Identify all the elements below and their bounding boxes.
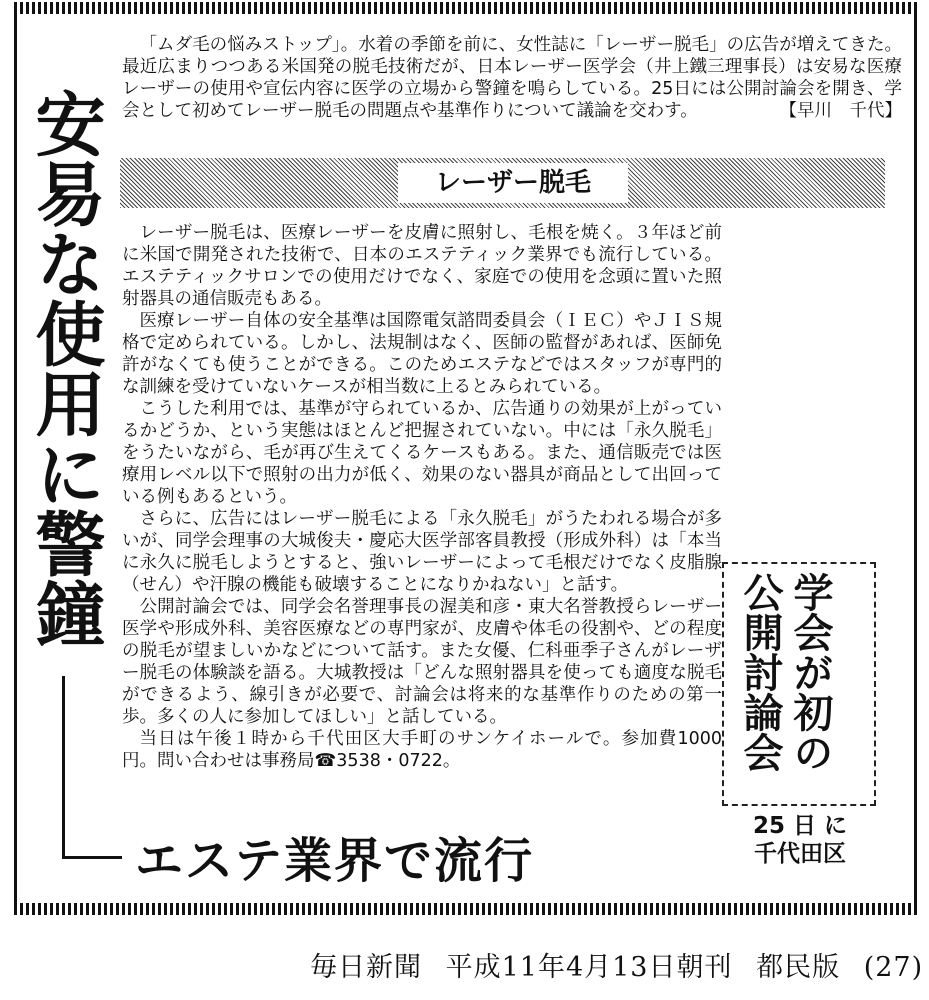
body-paragraph-3: こうした利用では、基準が守られているか、広告通りの効果が上がっているかどうか、という実態はほとんど把握されていない。中には「永久脱毛」をうたいながら、毛が再び生えてくるケースもある。また、通信販売では医療用レベル以下で照射の出力が低く、効果のない器具が商品として出回っている例もあるという。 [122,399,722,507]
right-border-line [914,12,917,904]
lead-paragraph [122,34,902,122]
edition-name: 都民版 [756,952,841,983]
side-title-text: 学会が初の 公開討論会 [737,572,833,772]
bottom-border-rule [14,903,917,915]
main-headline-vertical: 安易な使用に警鐘 [24,88,106,648]
body-paragraph-4: さらに、広告にはレーザー脱毛による「永久脱毛」がうたわれる場合が多いが、同学会理事の大城俊夫・慶応大医学部客員教授（形成外科）は「本当に永久に脱毛しようとすると、強いレーザーによって毛根だけでなく皮脂腺（せん）や汗腺の機能も破壊することになりかねない」と話す。 [122,509,722,595]
left-border-line [14,12,17,904]
publication-date: 平成11年4月13日朝刊 [445,952,733,983]
side-date-line: 25 日 に [752,813,848,839]
lead-text: 「ムダ毛の悩みストップ」。水着の季節を前に、女性誌に「レーザー脱毛」の広告が増えてきた。最近広まりつつある米国発の脱毛技術だが、日本レーザー医学会（井上鐵三理事長）は安易な医療レーザーの使用や宣伝内容に医学の立場から警鐘を鳴らしている。25日には公開討論会を開き、学会として初めてレーザー脱毛の問題点や基準作りについて議論を交わす。 [122,35,902,121]
top-border-rule [14,2,917,14]
side-subtitle [735,812,865,868]
body-paragraph-6: 当日は午後１時から千代田区大手町のサンケイホールで。参加費1000円。問い合わせは事務局☎3538・0722。 [122,729,722,771]
headline-bracket-foot [62,856,122,859]
sub-headline-horizontal: エステ業界で流行 [135,833,535,889]
body-paragraph-5: 公開討論会では、同学会名誉理事長の渥美和彦・東大名誉教授らレーザー医学や形成外科、美容医療などの専門家が、皮膚や体毛の役割や、どの程度の脱毛が望ましいかなどについて話す。また女優、仁科亜季子さんがレーザー脱毛の体験談を語る。大城教授は「どんな照射器具を使っても適度な脱毛ができるよう、線引きが必要で、討論会は将来的な基準作りのための第一歩。多くの人に参加してほしい」と話している。 [122,597,722,727]
headline-bracket-bar [62,676,65,856]
body-paragraph-1: レーザー脱毛は、医療レーザーを皮膚に照射し、毛根を焼く。３年ほど前に米国で開発された技術で、日本のエステティック業界でも流行している。エステティックサロンでの使用だけでなく、家庭での使用を念頭に置いた照射器具の通信販売もある。 [122,223,722,309]
side-place-line: 千代田区 [754,841,846,867]
source-footer [310,945,924,984]
newspaper-name: 毎日新聞 [310,952,422,983]
byline: 【早川 千代】 [779,101,902,121]
body-paragraph-2: 医療レーザー自体の安全基準は国際電気諮問委員会（ＩＥＣ）やＪＩＳ規格で定められている。しかし、法規制はなく、医師の監督があれば、医師免許がなくても使うことができる。このためエステなどではスタッフが専門的な訓練を受けていないケースが相当数に上るとみられている。 [122,311,722,397]
page-number: (27) [863,952,924,983]
section-header-label: レーザー脱毛 [398,163,628,203]
